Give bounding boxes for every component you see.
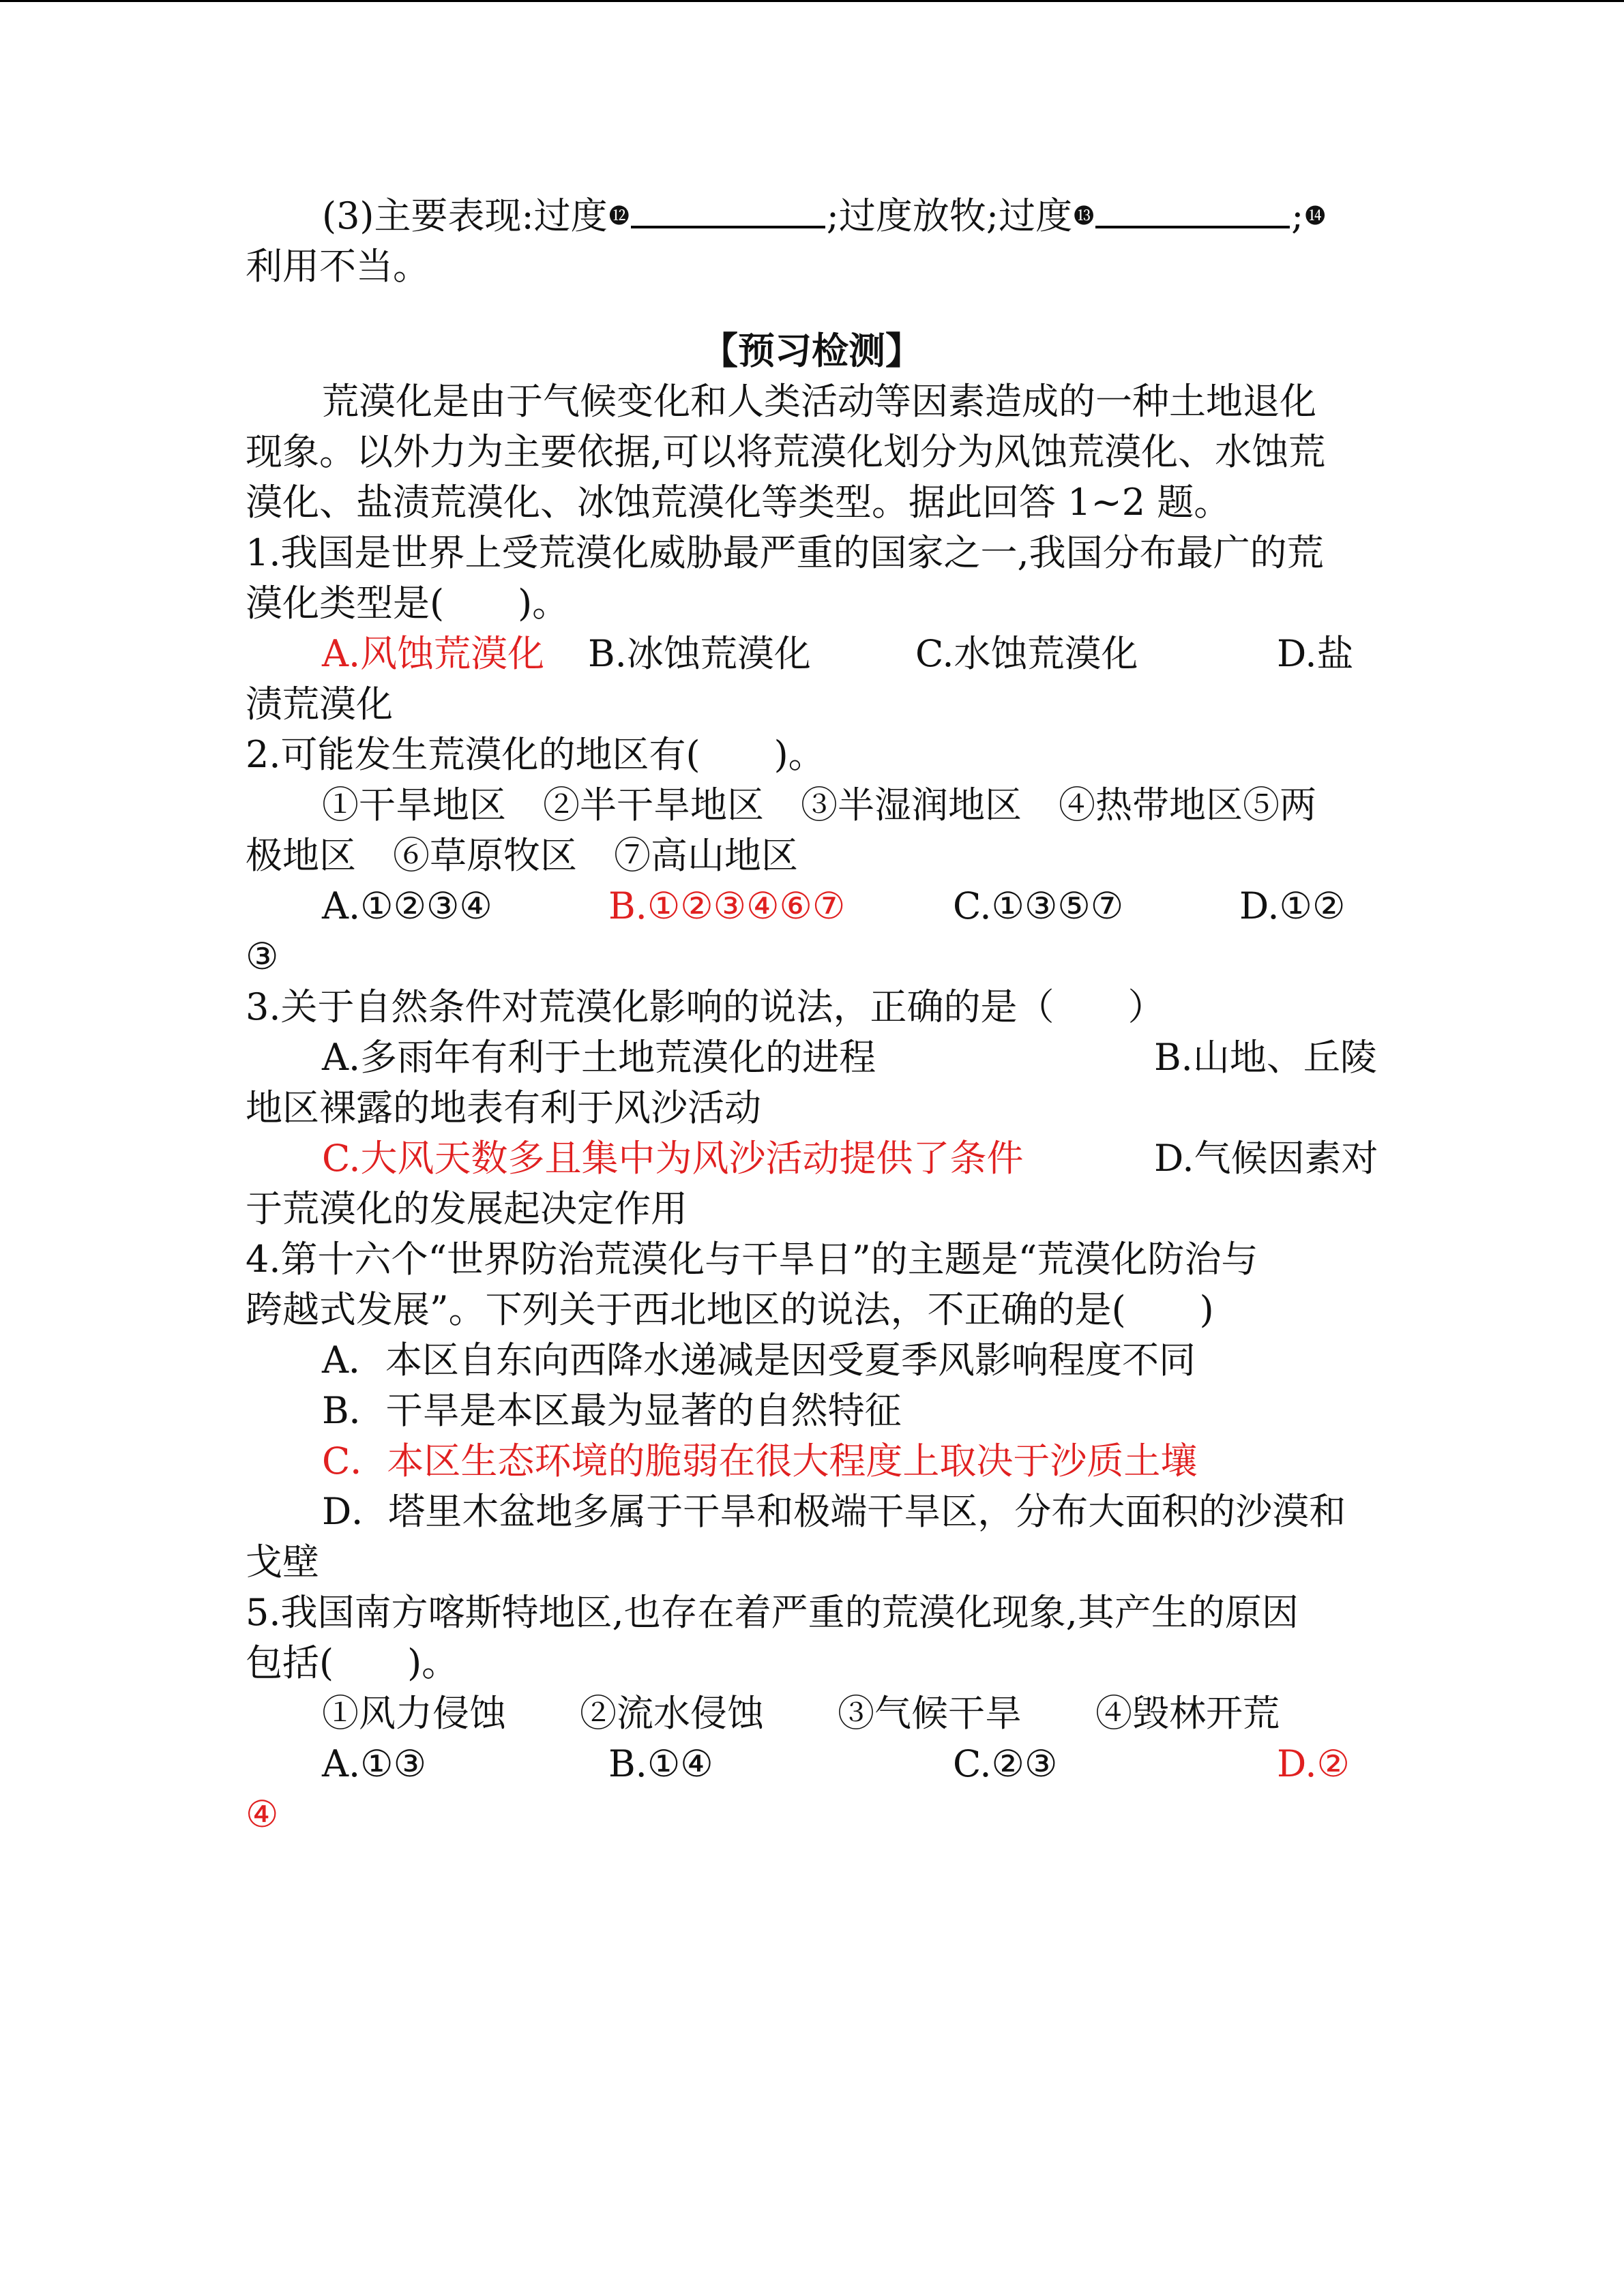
q5-option-b[interactable]: B.①④	[608, 1742, 713, 1785]
q3-option-a[interactable]: A.多雨年有利于土地荒漠化的进程	[322, 1036, 876, 1079]
marker-13: ⓭	[1074, 205, 1095, 228]
intro-line-2: 利用不当。	[246, 245, 430, 288]
q3-option-b-continued: 地区裸露的地表有利于风沙活动	[246, 1086, 761, 1129]
q1-option-d-continued: 渍荒漠化	[246, 683, 393, 726]
q5-stem-line-2: 包括( )。	[246, 1641, 459, 1684]
q1-option-a[interactable]: A.风蚀荒漠化	[322, 632, 545, 675]
q5-option-d-continued: ④	[246, 1793, 279, 1836]
q1-option-d[interactable]: D.盐	[1277, 632, 1354, 675]
q2-stem: 2.可能发生荒漠化的地区有( )。	[246, 733, 825, 776]
q2-option-a[interactable]: A.①②③④	[322, 884, 492, 927]
section-title: 【预习检测】	[701, 329, 922, 372]
q3-option-b[interactable]: B.山地、丘陵	[1154, 1036, 1377, 1079]
intro-prefix: (3)主要表现:过度	[322, 194, 608, 237]
q2-option-d[interactable]: D.①②	[1239, 884, 1346, 927]
q1-option-c[interactable]: C.水蚀荒漠化	[915, 632, 1138, 675]
q2-option-d-continued: ③	[246, 935, 279, 978]
q5-stem-line-1: 5.我国南方喀斯特地区,也存在着严重的荒漠化现象,其产生的原因	[246, 1591, 1299, 1634]
q1-stem-line-2: 漠化类型是( )。	[246, 582, 570, 625]
q5-option-a[interactable]: A.①③	[322, 1742, 426, 1785]
intro-separator: ;	[1291, 194, 1304, 237]
document-page	[246, 191, 1378, 1840]
marker-14: ⓮	[1305, 205, 1326, 228]
q2-option-c[interactable]: C.①③⑤⑦	[953, 884, 1124, 927]
q5-option-c[interactable]: C.②③	[953, 1742, 1058, 1785]
passage-line-3: 漠化、盐渍荒漠化、冰蚀荒漠化等类型。据此回答 1~2 题。	[246, 481, 1231, 524]
q4-option-d[interactable]: D．塔里木盆地多属于干旱和极端干旱区，分布大面积的沙漠和	[322, 1490, 1346, 1533]
marker-12: ⓬	[608, 205, 630, 228]
q4-stem-line-1: 4.第十六个“世界防治荒漠化与干旱日”的主题是“荒漠化防治与	[246, 1238, 1258, 1281]
fill-blank-12[interactable]	[631, 192, 825, 228]
q3-option-d[interactable]: D.气候因素对	[1154, 1137, 1378, 1180]
q4-option-d-continued: 戈壁	[246, 1540, 319, 1583]
q2-option-b[interactable]: B.①②③④⑥⑦	[608, 884, 846, 927]
passage-line-1: 荒漠化是由于气候变化和人类活动等因素造成的一种土地退化	[322, 380, 1316, 423]
top-border-line	[0, 0, 1624, 2]
q3-option-c[interactable]: C.大风天数多且集中为风沙活动提供了条件	[322, 1137, 1024, 1180]
q3-options-row-1	[246, 1032, 1378, 1083]
q2-items-line-2: 极地区 ⑥草原牧区 ⑦高山地区	[246, 834, 798, 877]
q1-options	[246, 629, 1378, 679]
q5-options	[246, 1739, 1378, 1789]
q2-items-line-1: ①干旱地区 ②半干旱地区 ③半湿润地区 ④热带地区⑤两	[322, 784, 1316, 826]
fill-blank-13[interactable]	[1095, 192, 1290, 228]
q5-items: ①风力侵蚀 ②流水侵蚀 ③气候干旱 ④毁林开荒	[322, 1692, 1280, 1735]
q5-option-d[interactable]: D.②	[1277, 1742, 1350, 1785]
q1-option-b[interactable]: B.冰蚀荒漠化	[588, 632, 811, 675]
q4-option-c[interactable]: C．本区生态环境的脆弱在很大程度上取决于沙质土壤	[322, 1440, 1198, 1482]
q3-option-d-continued: 于荒漠化的发展起决定作用	[246, 1187, 688, 1230]
q1-stem-line-1: 1.我国是世界上受荒漠化威胁最严重的国家之一,我国分布最广的荒	[246, 531, 1324, 574]
q3-stem: 3.关于自然条件对荒漠化影响的说法，正确的是（ ）	[246, 985, 1165, 1028]
q4-option-a[interactable]: A．本区自东向西降水递减是因受夏季风影响程度不同	[322, 1339, 1196, 1382]
intro-line-1	[246, 191, 1378, 241]
q3-options-row-2	[246, 1133, 1378, 1184]
q4-stem-line-2: 跨越式发展”。下列关于西北地区的说法，不正确的是( )	[246, 1288, 1214, 1331]
q4-option-b[interactable]: B．干旱是本区最为显著的自然特征	[322, 1389, 902, 1432]
intro-middle: ;过度放牧;过度	[826, 194, 1073, 237]
passage-line-2: 现象。以外力为主要依据,可以将荒漠化划分为风蚀荒漠化、水蚀荒	[246, 430, 1326, 473]
q2-options	[246, 881, 1378, 931]
